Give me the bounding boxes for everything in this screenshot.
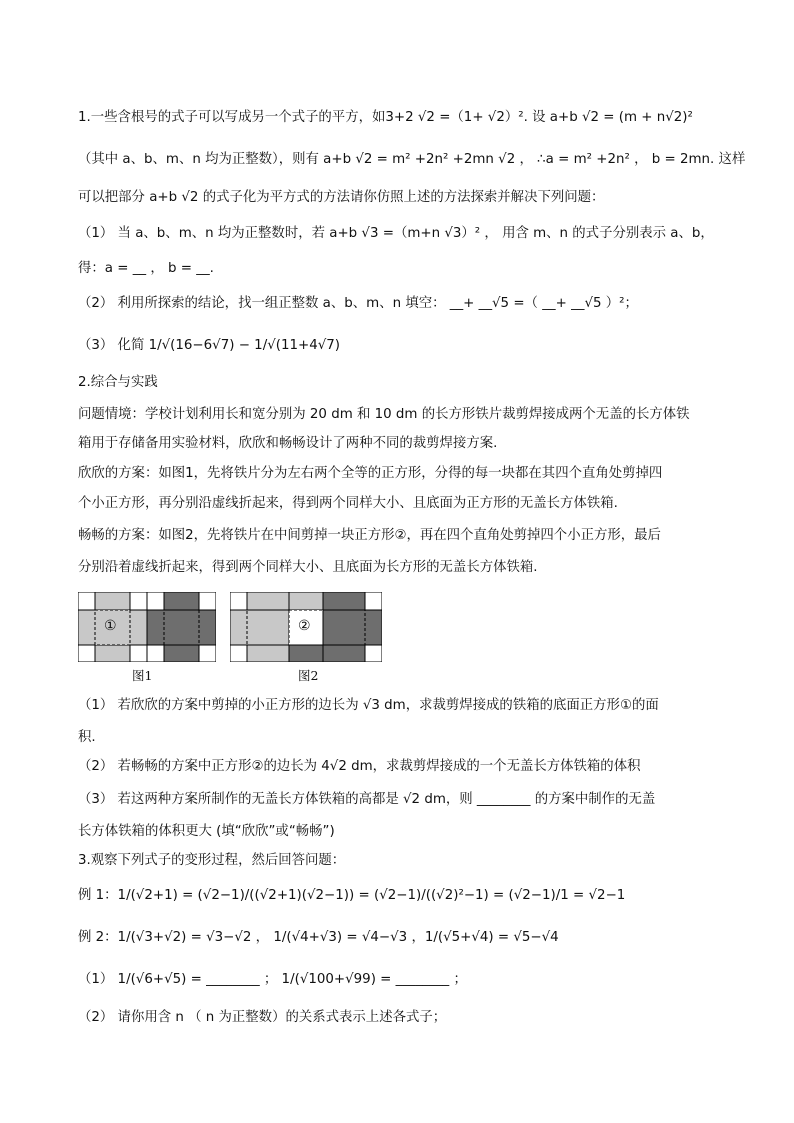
q2-part-1-cont: 积. (78, 730, 96, 745)
figure-2-label: ② (298, 618, 311, 634)
q2-part-3: （3） 若这两种方案所制作的无盖长方体铁箱的高都是 √2 dm，则 ________ 的方案中制作的无盖 (78, 792, 656, 807)
q2-part-2: （2） 若畅畅的方案中正方形②的边长为 4√2 dm，求裁剪焊接成的一个无盖长方体铁箱的体积 (78, 759, 641, 774)
q3-part-2: （2） 请你用含 n （ n 为正整数）的关系式表示上述各式子； (78, 1010, 447, 1025)
q3-example-1: 例 1：1/(√2+1) = (√2−1)/((√2+1)(√2−1)) = (√2−1)/((√2)²−1) = (√2−1)/1 = √2−1 (78, 888, 626, 903)
figure-1-caption: 图1 (132, 668, 153, 683)
q1-intro-line-3: 可以把部分 a+b √2 的式子化为平方式的方法请你仿照上述的方法探索并解决下列问题： (78, 190, 605, 205)
q3-title: 3.观察下列式子的变形过程，然后回答问题： (78, 853, 346, 868)
q2-statement-4: 个小正方形，再分别沿虚线折起来，得到两个同样大小、且底面为正方形的无盖长方体铁箱. (78, 496, 618, 511)
q2-part-3-cont: 长方体铁箱的体积更大 (填“欣欣”或“畅畅”) (78, 824, 335, 839)
q3-example-2: 例 2：1/(√3+√2) = √3−√2 ， 1/(√4+√3) = √4−√3 ，1/(√5+√4) = √5−√4 (78, 930, 559, 945)
q1-part-2: （2） 利用所探索的结论，找一组正整数 a、b、m、n 填空： __+ __√5 =（ __+ __√5 ）²； (78, 296, 638, 311)
q1-part-1-answer: 得：a = __ ， b = __. (78, 261, 214, 276)
q2-statement-1: 问题情境：学校计划利用长和宽分别为 20 dm 和 10 dm 的长方形铁片裁剪焊接成两个无盖的长方体铁 (78, 407, 690, 422)
q1-intro-line-1: 1.一些含根号的式子可以写成另一个式子的平方，如3+2 √2 =（1+ √2）². 设 a+b √2 = (m + n√2)² (78, 110, 693, 125)
q1-part-1: （1） 当 a、b、m、n 均为正整数时，若 a+b √3 =（m+n √3）² ， 用含 m、n 的式子分别表示 a、b， (78, 226, 714, 241)
q2-statement-6: 分别沿着虚线折起来，得到两个同样大小、且底面为长方形的无盖长方体铁箱. (78, 560, 538, 575)
figure-2-caption: 图2 (298, 668, 319, 683)
q1-intro-line-2: （其中 a、b、m、n 均为正整数），则有 a+b √2 = m² +2n² +2mn √2 ， ∴a = m² +2n² ， b = 2mn. 这样 (78, 152, 746, 167)
q2-part-1: （1） 若欣欣的方案中剪掉的小正方形的边长为 √3 dm，求裁剪焊接成的铁箱的底面正方形①的面 (78, 698, 659, 713)
q1-part-3: （3） 化简 1/√(16−6√7) − 1/√(11+4√7) (78, 338, 341, 353)
q2-title: 2.综合与实践 (78, 375, 158, 390)
figure-1 (78, 592, 216, 662)
q2-statement-3: 欣欣的方案：如图1，先将铁片分为左右两个全等的正方形，分得的每一块都在其四个直角处剪掉四 (78, 466, 663, 481)
q2-statement-2: 箱用于存储备用实验材料，欣欣和畅畅设计了两种不同的裁剪焊接方案. (78, 436, 498, 451)
q2-statement-5: 畅畅的方案：如图2，先将铁片在中间剪掉一块正方形②，再在四个直角处剪掉四个小正方形，最后 (78, 528, 661, 543)
q3-part-1: （1） 1/(√6+√5) = ________ ； 1/(√100+√99) = ________ ； (78, 972, 467, 987)
figure-1-label: ① (104, 618, 117, 634)
